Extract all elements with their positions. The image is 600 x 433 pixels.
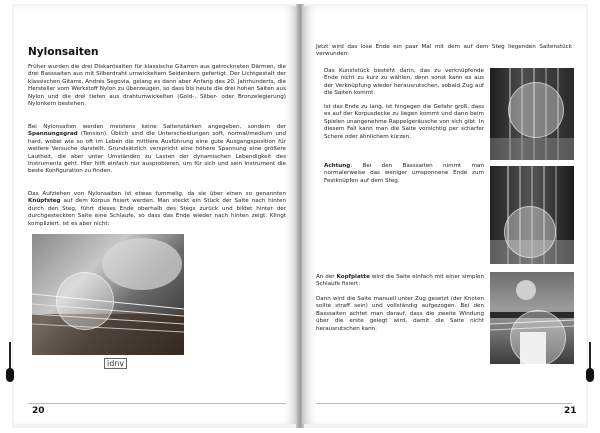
knot-photo-2 [490,166,574,264]
term-achtung: Achtung [324,163,351,169]
term-kopfplatte: Kopfplatte [336,274,370,280]
paragraph-2: Bei Nylonsaiten werden meistens keine Saitenstärken angegeben, sondern der Spannungsgrad (Tension). Üblich sind die Unterscheidungen soft, normal/medium und hard, wobei wie so oft im Leben die mittlere Ausführung eine gute Ausgangsposition für weitere Versuche darstellt. Grundsätzlich verspricht eine höhere Spannung eine größere Lautheit, die aber unter Umständen zu Lasten der dynamischen Lebendigkeit des Instruments geht. Hier hilft einfach nur ausprobieren, um für sich und sein Instrument die beste Konfiguration zu finden. [28,124,287,175]
watermark-label: idnv [104,358,127,369]
knot-photo-1 [490,68,574,160]
highlight-circle [504,206,556,258]
page-heading: Nylonsaiten [28,46,99,58]
left-page [14,6,298,424]
term-spannungsgrad: Spannungsgrad [28,131,78,138]
highlight-circle [510,310,566,364]
guitar-icon [6,340,14,382]
page-number: 20 [32,406,45,416]
highlight-circle [508,82,564,138]
term-knuepfsteg: Knüpfsteg [28,198,61,205]
paragraph-5: Dann wird die Saite manuell unter Zug gesetzt (der Knoten sollte straff sein) und vollständig aufgezogen. Bei den Basssaiten achtet man darauf, dass die zweite Windung über die erste gelegt wird, damit die Saite nicht herausrutschen kann. [316,296,484,332]
paragraph-2: Ist das Ende zu lang, ist hingegen die Gefahr groß, dass es auf der Korpusdecke zu liegen kommt und dann beim Spielen unangenehme Rappelgeräusche von sich gibt. In diesem Fall kann man die Saite vorsichtig per scharfer Schere oder ähnlichem kürzen. [324,104,484,140]
paragraph-4: An der Kopfplatte wird die Saite einfach mit einer simplen Schlaufe fixiert: [316,274,485,288]
headstock-photo [490,272,574,364]
footer-divider [316,403,572,404]
paragraph-3: Achtung: Bei den Basssaiten nimmt man normalerweise das weniger umsponnene Ende zum Festknüpfen auf dem Steg. [324,163,484,184]
book-spread [12,4,588,428]
guitar-icon [586,340,594,382]
paragraph-1: Das Kunststück besteht darin, das zu verknüpfende Ende nicht zu kurz zu wählen, denn sonst kann es aus der Verknüpfung wieder herausrutschen, sobald Zug auf die Saiten kommt. [324,68,484,97]
right-page [302,6,586,424]
intro-text: Jetzt wird das lose Ende ein paar Mal mit dem auf dem Steg liegenden Saitenstück verwunden: [316,44,572,58]
bridge-knot-photo [32,234,184,355]
footer-divider [28,403,286,404]
paragraph-3: Das Aufziehen von Nylonsaiten ist etwas fummelig, da sie über einen so genannten Knüpfsteg auf dem Korpus fixiert werden. Man steckt ein Stück der Saite nach hinten durch den Steg, führt dieses Ende oberhalb des Stegs zurück und bildet hinter der durchgesteckten Saite eine Schlaufe, so dass das Ende wieder nach hinten zeigt. Klingt kompliziert, ist es aber nicht: [28,191,287,227]
page-number: 21 [564,406,577,416]
highlight-circle [56,272,114,330]
paragraph-1: Früher wurden die drei Diskantsaiten für klassische Gitarren aus getrockneten Därmen, die drei Basssaiten aus mit Silberdraht umwickeltem Seidenkern gefertigt. Der Lichtgestalt der klassischen Gitarre, Andrés Segovia, gelang es dann aber Anfang des 20. Jahrhunderts, die Hersteller vom Werkstoff Nylon zu überzeugen, so dass bis heute die drei hohen Saiten aus Nylon und die drei tiefen aus drahtumwickelten (Gold-, Silber- oder Bronzelegierung) Nylonkern bestehen. [28,64,286,108]
